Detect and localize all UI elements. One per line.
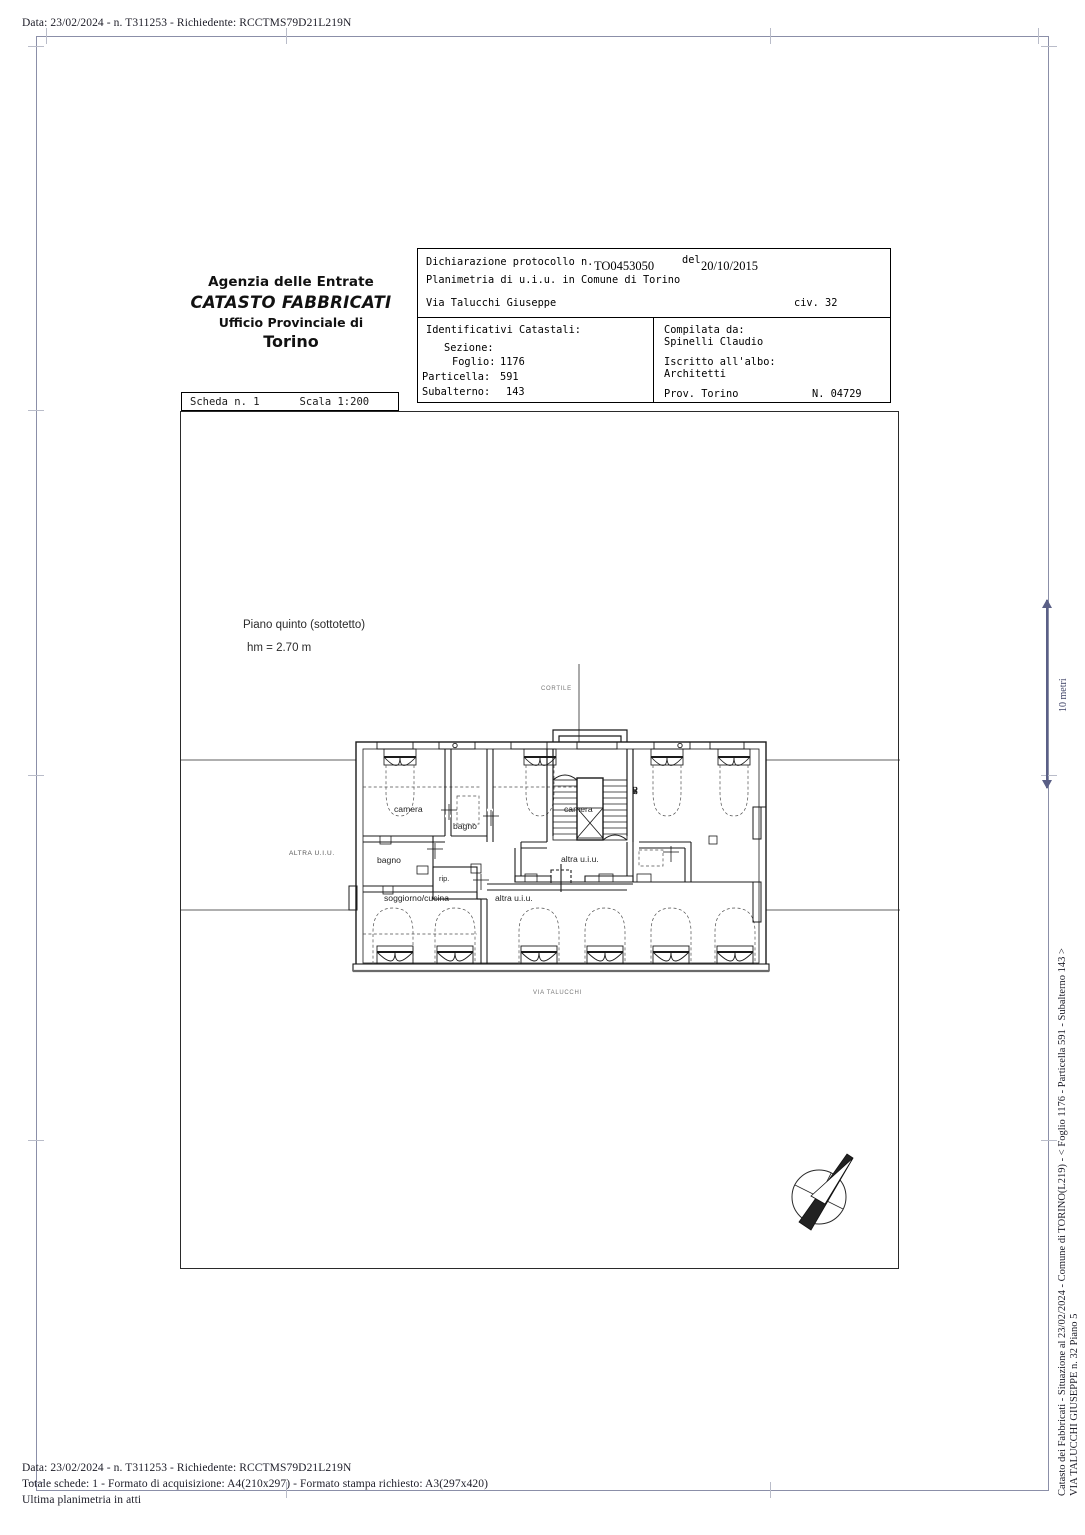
room-label-camera-2: camera xyxy=(564,804,593,814)
dichiarazione-label: Dichiarazione protocollo n. xyxy=(426,256,594,268)
room-label-bagno-2: bagno xyxy=(377,855,401,865)
footer-format-line: Totale schede: 1 - Formato di acquisizione: A4(210x297) - Formato stampa richiesto: A3(297x420) xyxy=(22,1478,489,1490)
room-label-ripostiglio: rip. xyxy=(439,874,450,883)
particella-label: Particella: xyxy=(422,371,491,383)
particella-value: 591 xyxy=(500,371,519,383)
crop-tick xyxy=(28,410,44,411)
civic-number: civ. 32 xyxy=(794,297,838,309)
footer-request-line: Data: 23/02/2024 - n. T311253 - Richiedente: RCCTMS79D21L219N xyxy=(22,1462,352,1474)
room-label-soggiorno-cucina: soggiorno/cucina xyxy=(384,893,449,903)
crop-tick xyxy=(1041,46,1057,47)
floor-height-value: hm = 2.70 m xyxy=(247,642,312,654)
compilata-da-cell xyxy=(654,318,890,403)
compilatore-nome: Spinelli Claudio xyxy=(664,336,764,348)
sezione-label: Sezione: xyxy=(444,342,494,354)
crop-tick xyxy=(770,28,771,44)
iscritto-label: Iscritto all'albo: xyxy=(664,356,776,368)
floor-plan-drawing xyxy=(181,412,900,1270)
identificativi-catastali-cell xyxy=(418,318,654,403)
planimetria-drawing-frame xyxy=(180,411,899,1269)
foglio-label: Foglio: xyxy=(452,356,496,368)
protocol-upper-section xyxy=(418,249,890,318)
subalterno-value: 143 xyxy=(506,386,525,398)
room-label-altra-uiu-bottom: altra u.i.u. xyxy=(495,893,533,903)
protocol-header-table xyxy=(417,248,891,403)
identificativi-title: Identificativi Catastali: xyxy=(426,324,581,336)
footer-status-line: Ultima planimetria in atti xyxy=(22,1494,142,1506)
room-label-camera-1: camera xyxy=(394,804,423,814)
svg-text:SC: SC xyxy=(633,787,639,794)
crop-tick xyxy=(770,1482,771,1498)
scale-bar xyxy=(1040,600,1069,788)
agency-name: Agenzia delle Entrate xyxy=(208,274,374,290)
scala-value: Scala 1:200 xyxy=(299,395,370,408)
top-running-head: Data: 23/02/2024 - n. T311253 - Richiedente: RCCTMS79D21L219N xyxy=(22,17,352,29)
crop-tick xyxy=(286,28,287,44)
catasto-name: CATASTO FABBRICATI xyxy=(190,293,392,312)
protocol-number: TO0453050 xyxy=(594,259,655,273)
albo-number: N. 04729 xyxy=(812,388,862,400)
protocol-lower-section xyxy=(418,318,890,403)
side-address-reference: VIA TALUCCHI GIUSEPPE n. 32 Piano 5 xyxy=(1069,1313,1080,1496)
courtyard-label: CORTILE xyxy=(541,686,572,692)
street-label: VIA TALUCCHI xyxy=(533,990,582,996)
scale-bar-axis xyxy=(1046,600,1048,788)
crop-tick xyxy=(28,46,44,47)
floor-designation: Piano quinto (sottotetto) xyxy=(243,619,366,631)
side-catasto-reference: Catasto dei Fabbricati - Situazione al 23/02/2024 - Comune di TORINO(L219) - < Foglio 1176 - Particella 591 - Subalterno 143 > xyxy=(1057,948,1068,1496)
room-label-bagno-1: bagno xyxy=(453,821,477,831)
crop-tick xyxy=(46,28,47,44)
planimetria-label: Planimetria di u.i.u. in Comune di Torino xyxy=(426,274,681,286)
scale-bar-caption: 10 metri xyxy=(1058,678,1069,712)
scale-arrow-up-icon xyxy=(1042,599,1052,608)
crop-tick xyxy=(1038,28,1039,44)
crop-tick xyxy=(28,775,44,776)
room-label-altra-uiu-center: altra u.i.u. xyxy=(561,854,599,864)
adjacent-unit-left-label: ALTRA U.I.U. xyxy=(289,850,335,857)
crop-tick xyxy=(28,1140,44,1141)
scheda-number: Scheda n. 1 xyxy=(190,395,260,408)
subalterno-label: Subalterno: xyxy=(422,386,491,398)
del-label: del xyxy=(682,254,701,266)
albo-value: Architetti xyxy=(664,368,726,380)
scale-arrow-down-icon xyxy=(1042,780,1052,789)
agency-title-block xyxy=(186,274,396,351)
street-name: Via Talucchi Giuseppe xyxy=(426,297,557,309)
office-label: Ufficio Provinciale di xyxy=(218,315,364,330)
office-city: Torino xyxy=(263,332,319,351)
prov-label: Prov. Torino xyxy=(664,388,739,400)
compilata-title: Compilata da: xyxy=(664,324,745,336)
foglio-value: 1176 xyxy=(500,356,525,368)
north-compass-icon xyxy=(781,1152,871,1247)
scheda-scala-box xyxy=(181,392,399,411)
crop-tick xyxy=(1041,1140,1057,1141)
protocol-date: 20/10/2015 xyxy=(701,259,758,273)
